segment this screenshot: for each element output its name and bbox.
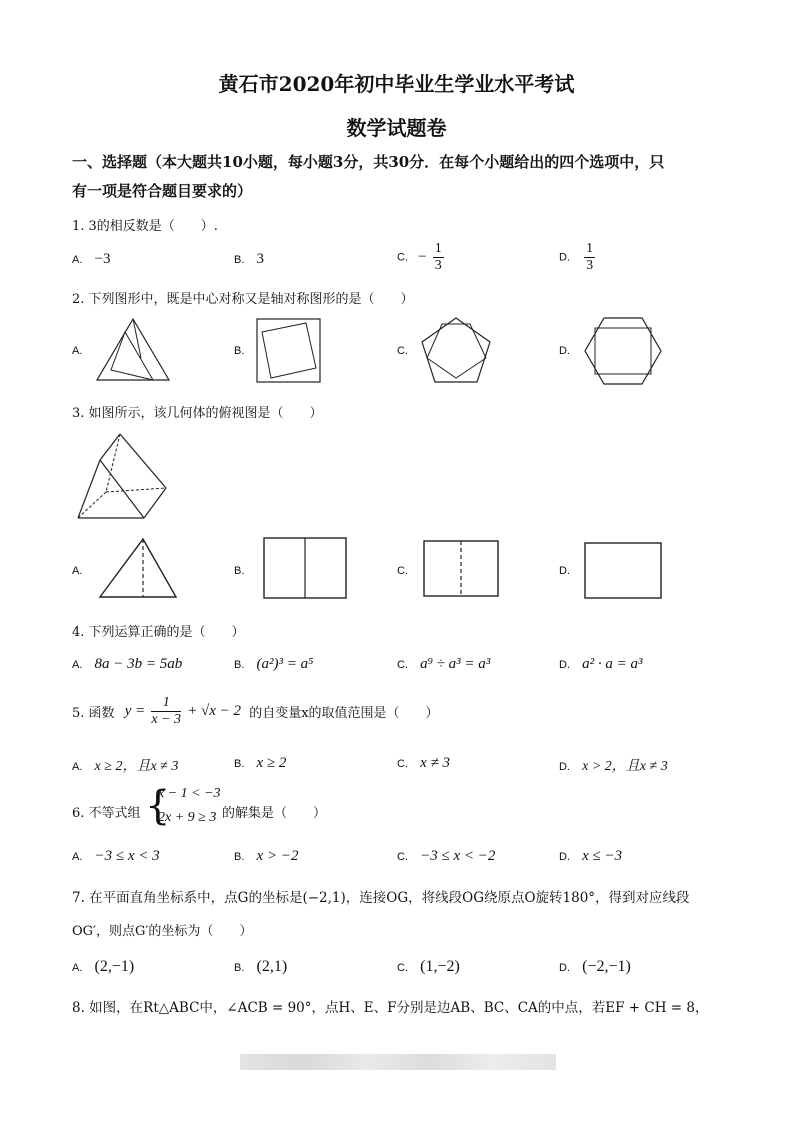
q3-option-a-label: A. bbox=[72, 565, 83, 577]
q6-stem-prefix: 6. 不等式组 bbox=[72, 806, 141, 821]
question-7-stem-line1: 7. 在平面直角坐标系中，点G的坐标是(−2,1)，连接OG，将线段OG绕原点O旋转180°，得到对应线段 bbox=[72, 890, 690, 906]
option-label: A. bbox=[72, 851, 83, 863]
option-value: x > 2，且x ≠ 3 bbox=[582, 759, 668, 774]
exam-title: 黄石市2020年初中毕业生学业水平考试 bbox=[218, 72, 575, 96]
numerator: 1 bbox=[586, 241, 594, 256]
question-7-stem-line2: OG′，则点G′的坐标为（ ） bbox=[72, 924, 253, 939]
q7-option-b bbox=[234, 958, 287, 976]
fraction bbox=[433, 241, 444, 274]
option-value: x > −2 bbox=[256, 848, 299, 864]
fraction bbox=[151, 695, 181, 728]
option-value: (a²)³ = a⁵ bbox=[256, 656, 314, 672]
q5-option-b bbox=[234, 755, 286, 772]
option-label: B. bbox=[234, 254, 245, 266]
q6-stem-suffix: 的解集是（ ） bbox=[222, 806, 327, 821]
q1-option-b bbox=[234, 251, 264, 268]
q4-option-c bbox=[397, 656, 490, 673]
question-4-stem: 4. 下列运算正确的是（ ） bbox=[72, 625, 245, 640]
option-label: C. bbox=[397, 251, 408, 264]
option-value: a⁹ ÷ a³ = a³ bbox=[420, 656, 491, 672]
option-value: x ≤ −3 bbox=[582, 848, 623, 864]
question-5-stem bbox=[72, 695, 439, 728]
option-label: B. bbox=[234, 659, 245, 671]
option-value: 8a − 3b = 5ab bbox=[94, 656, 183, 672]
q1-option-c bbox=[397, 241, 446, 274]
option-label: A. bbox=[72, 761, 83, 773]
q3-option-b-label: B. bbox=[234, 565, 245, 577]
inequality-brace: { bbox=[145, 783, 171, 829]
denominator: 3 bbox=[434, 258, 442, 273]
rect-plain-figure bbox=[584, 542, 662, 600]
q2-option-c-label: C. bbox=[397, 345, 408, 357]
option-label: D. bbox=[559, 761, 570, 773]
option-value: x ≠ 3 bbox=[420, 755, 451, 771]
prism-solid-figure bbox=[76, 432, 170, 522]
exam-subtitle: 数学试题卷 bbox=[346, 116, 447, 140]
pentagon-figure bbox=[420, 316, 492, 384]
question-1-stem: 1. 3的相反数是（ ）. bbox=[72, 219, 218, 234]
q1-option-d bbox=[559, 241, 597, 274]
option-sign: − bbox=[418, 249, 427, 265]
q7-option-d bbox=[559, 958, 631, 976]
triangle-figure bbox=[95, 318, 170, 383]
option-value: (2,1) bbox=[256, 958, 288, 975]
function-lhs: y = bbox=[124, 703, 146, 719]
q6-option-b bbox=[234, 848, 298, 865]
option-value: (1,−2) bbox=[420, 958, 460, 975]
option-label: A. bbox=[72, 962, 83, 974]
numerator: 1 bbox=[434, 241, 442, 256]
q3-option-c-label: C. bbox=[397, 565, 408, 577]
question-8-stem: 8. 如图，在Rt△ABC中，∠ACB = 90°，点H、E、F分别是边AB、BC、CA的中点，若EF + CH = 8， bbox=[72, 1000, 709, 1016]
question-3-stem: 3. 如图所示，该几何体的俯视图是（ ） bbox=[72, 406, 323, 421]
stem-prefix: 5. 函数 bbox=[72, 706, 115, 721]
q4-option-d bbox=[559, 656, 643, 673]
inequality-1: x − 1 < −3 bbox=[158, 786, 221, 801]
option-label: D. bbox=[559, 659, 570, 671]
option-value: a² · a = a³ bbox=[582, 656, 643, 672]
option-value: −3 bbox=[94, 251, 111, 267]
q5-option-c bbox=[397, 755, 450, 772]
q4-option-a bbox=[72, 656, 182, 673]
section-heading-line1: 一、选择题（本大题共10小题，每小题3分，共30分．在每个小题给出的四个选项中，只 bbox=[72, 153, 665, 171]
option-label: A. bbox=[72, 254, 83, 266]
option-label: B. bbox=[234, 962, 245, 974]
blurred-watermark bbox=[240, 1054, 556, 1070]
rect-solid-line-figure bbox=[263, 537, 347, 599]
option-label: C. bbox=[397, 659, 408, 671]
q6-option-d bbox=[559, 848, 622, 865]
fraction bbox=[584, 241, 595, 274]
option-label: B. bbox=[234, 851, 245, 863]
option-label: D. bbox=[559, 851, 570, 863]
q7-option-a bbox=[72, 958, 134, 976]
square-figure bbox=[256, 318, 322, 384]
q6-option-c bbox=[397, 848, 495, 865]
section-heading-line2: 有一项是符合题目要求的） bbox=[72, 182, 253, 200]
option-label: A. bbox=[72, 659, 83, 671]
question-2-stem: 2. 下列图形中，既是中心对称又是轴对称图形的是（ ） bbox=[72, 292, 414, 307]
q1-option-a bbox=[72, 251, 111, 268]
option-value: 3 bbox=[256, 251, 265, 267]
stem-suffix: 的自变量x的取值范围是（ ） bbox=[249, 706, 439, 721]
option-label: B. bbox=[234, 758, 245, 770]
q5-option-d bbox=[559, 755, 668, 775]
q2-option-d-label: D. bbox=[559, 345, 570, 357]
option-value: −3 ≤ x < 3 bbox=[94, 848, 160, 864]
q6-option-a bbox=[72, 848, 160, 865]
option-label: C. bbox=[397, 758, 408, 770]
option-label: C. bbox=[397, 851, 408, 863]
triangle-top-view-figure bbox=[98, 537, 178, 599]
q5-option-a bbox=[72, 755, 178, 775]
sqrt-term: + √x − 2 bbox=[187, 703, 242, 719]
option-value: x ≥ 2 bbox=[256, 755, 287, 771]
option-value: x ≥ 2，且x ≠ 3 bbox=[94, 759, 179, 774]
numerator: 1 bbox=[151, 695, 181, 712]
denominator: 3 bbox=[586, 258, 594, 273]
option-label: C. bbox=[397, 962, 408, 974]
q2-option-a-label: A. bbox=[72, 345, 83, 357]
q3-option-d-label: D. bbox=[559, 565, 570, 577]
option-value: (2,−1) bbox=[94, 958, 135, 975]
option-value: (−2,−1) bbox=[582, 958, 631, 975]
hexagon-figure bbox=[584, 316, 662, 386]
q4-option-b bbox=[234, 656, 313, 673]
denominator: x − 3 bbox=[151, 712, 182, 727]
q2-option-b-label: B. bbox=[234, 345, 245, 357]
option-label: D. bbox=[559, 251, 570, 264]
rect-dashed-line-figure bbox=[423, 540, 499, 598]
option-label: D. bbox=[559, 962, 570, 974]
q7-option-c bbox=[397, 958, 460, 976]
option-value: −3 ≤ x < −2 bbox=[420, 848, 496, 864]
inequality-2: 2x + 9 ≥ 3 bbox=[158, 810, 217, 825]
